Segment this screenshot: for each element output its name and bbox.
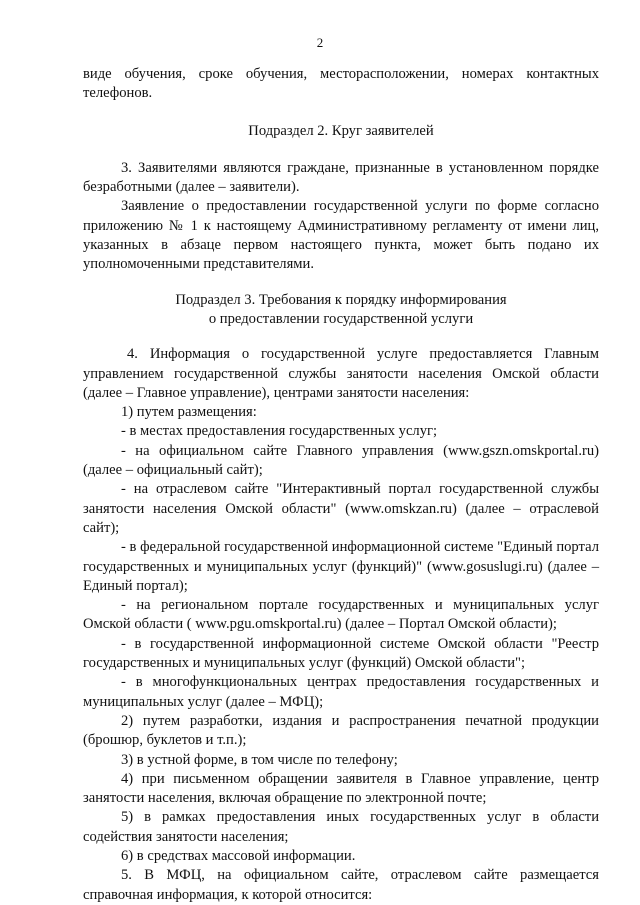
- list-subitem: - в федеральной государственной информационной системе "Единый портал государственных и муниципальных услуг (функций)" (www.gosuslugi.ru) (далее – Единый портал);: [83, 539, 599, 594]
- document-body: [83, 65, 599, 905]
- list-item-4: 4) при письменном обращении заявителя в Главное управление, центр занятости населения, включая обращение по электронной почте;: [83, 770, 599, 807]
- list-item-2: 2) путем разработки, издания и распространения печатной продукции (брошюр, буклетов и т.п.);: [83, 712, 599, 749]
- list-subitem: - в многофункциональных центрах предоставления государственных и муниципальных услуг (далее – МФЦ);: [83, 674, 599, 710]
- subsection-2-title: Подраздел 2. Круг заявителей: [248, 122, 434, 139]
- list-subitem: - на региональном портале государственных и муниципальных услуг Омской области ( www.pgu.omskportal.ru) (далее – Портал Омской области);: [83, 597, 599, 633]
- list-item-1: 1) путем размещения:: [121, 404, 257, 421]
- paragraph-4: 4. Информация о государственной услуге предоставляется Главным управлением государственной службы занятости населения Омской области (далее – Главное управление), центрами занятости населения:: [83, 346, 599, 401]
- page-number: 2: [316, 35, 324, 50]
- list-subitem: - в местах предоставления государственных услуг;: [121, 423, 438, 440]
- paragraph-3: 3. Заявителями являются граждане, признанные в установленном порядке безработными (далее – заявители).: [83, 159, 599, 196]
- list-item-3: 3) в устной форме, в том числе по телефону;: [121, 751, 398, 768]
- paragraph-5: 5. В МФЦ, на официальном сайте, отраслевом сайте размещается справочная информация, к которой относится:: [83, 867, 599, 903]
- subsection-3-title-line2: о предоставлении государственной услуги: [208, 310, 474, 327]
- subsection-3-title: [83, 291, 599, 330]
- list-item-6: 6) в средствах массовой информации.: [121, 847, 356, 864]
- list-item-5: 5) в рамках предоставления иных государственных услуг в области содействия занятости населения;: [83, 809, 599, 845]
- list-subitem: - на отраслевом сайте "Интерактивный портал государственной службы занятости населения Омской области" (www.omskzan.ru) (далее – отраслевой сайт);: [83, 481, 599, 536]
- list-subitem: - на официальном сайте Главного управления (www.gszn.omskportal.ru) (далее – официальный сайт);: [83, 442, 599, 479]
- subsection-3-title-line1: Подраздел 3. Требования к порядку информирования: [175, 291, 507, 308]
- list-subitem: - в государственной информационной системе Омской области "Реестр государственных и муниципальных услуг (функций) Омской области";: [83, 635, 599, 672]
- paragraph-3-application: Заявление о предоставлении государственной услуги по форме согласно приложению № 1 к настоящему Административному регламенту от имени лиц, указанных в абзаце первом настоящего пункта, может быть подано их уполномоченными представителями.: [83, 198, 599, 273]
- intro-continuation: виде обучения, сроке обучения, месторасположении, номерах контактных телефонов.: [83, 66, 599, 102]
